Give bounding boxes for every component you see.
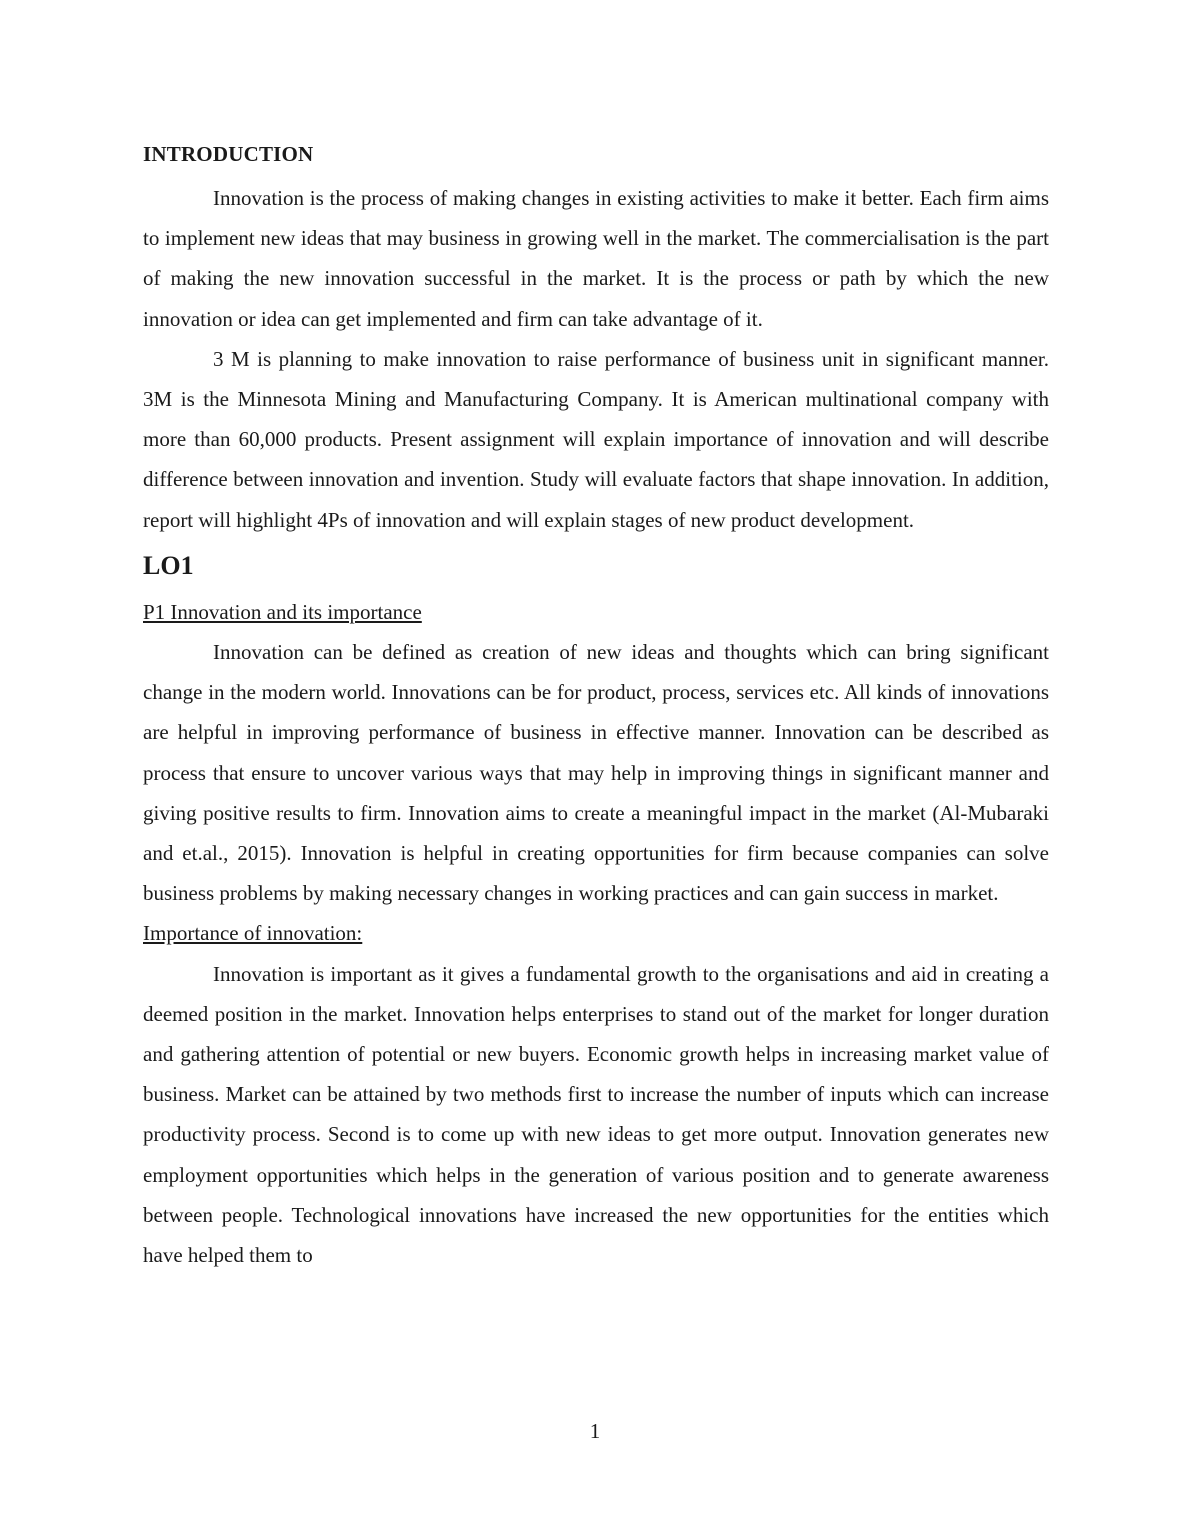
p1-subheading: P1 Innovation and its importance <box>143 599 422 624</box>
introduction-heading: INTRODUCTION <box>143 142 314 166</box>
intro-paragraph-2: 3 M is planning to make innovation to raise performance of business unit in significant manner. 3M is the Minnesota Mining and Manufacturing Company. It is American multinational company with more than 60,000 products. Present assignment will explain importance of innovation and will describe difference between innovation and invention. Study will evaluate factors that shape innovation. In addition, report will highlight 4Ps of innovation and will explain stages of new product development. <box>143 346 1049 532</box>
p1-paragraph: Innovation can be defined as creation of new ideas and thoughts which can bring significant change in the modern world. Innovations can be for product, process, services etc. All kinds of innovations are helpful in improving performance of business in effective manner. Innovation can be described as process that ensure to uncover various ways that may help in improving things in significant manner and giving positive results to firm. Innovation aims to create a meaningful impact in the market (Al-Mubaraki and et.al., 2015). Innovation is helpful in creating opportunities for firm because companies can solve business problems by making necessary changes in working practices and can gain success in market. <box>143 640 1049 906</box>
page-number: 1 <box>589 1419 601 1443</box>
importance-paragraph: Innovation is important as it gives a fundamental growth to the organisations and aid in creating a deemed position in the market. Innovation helps enterprises to stand out of the market for longer duration and gathering attention of potential or new buyers. Economic growth helps in increasing market value of business. Market can be attained by two methods first to increase the number of inputs which can increase productivity process. Second is to come up with new ideas to get more output. Innovation generates new employment opportunities which helps in the generation of various position and to generate awareness between people. Technological innovations have increased the new opportunities for the entities which have helped them to <box>143 961 1049 1268</box>
intro-paragraph-1: Innovation is the process of making changes in existing activities to make it better. Each firm aims to implement new ideas that may business in growing well in the market. The commercialisation is the part of making the new innovation successful in the market. It is the process or path by which the new innovation or idea can get implemented and firm can take advantage of it. <box>143 186 1049 331</box>
lo1-heading: LO1 <box>143 550 194 580</box>
page-content <box>143 138 1049 1275</box>
importance-subheading: Importance of innovation: <box>143 921 363 946</box>
